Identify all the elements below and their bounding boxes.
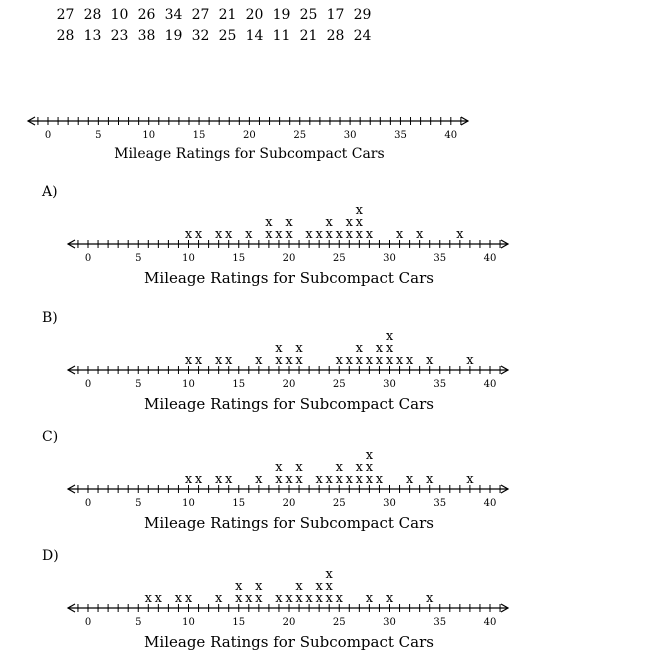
plot-mark: x [285, 227, 293, 242]
plot-mark: x [466, 353, 474, 368]
tick-label: 40 [483, 498, 497, 509]
plot-mark: x [335, 591, 343, 606]
data-value: 19 [164, 27, 183, 44]
tick-label: 35 [433, 498, 447, 509]
data-value: 29 [353, 6, 372, 23]
plot-mark: x [214, 227, 223, 242]
plot-mark: x [285, 591, 293, 606]
tick-label: 5 [95, 130, 102, 141]
plot-mark: x [335, 227, 343, 242]
tick-label: 10 [182, 498, 195, 509]
data-value: 21 [299, 27, 318, 44]
data-value: 21 [218, 6, 237, 23]
tick-label: 20 [282, 379, 296, 390]
plot-mark: x [325, 591, 333, 606]
axis-title: Mileage Ratings for Subcompact Cars [144, 395, 434, 413]
plot-mark: x [355, 203, 364, 218]
data-value: 26 [137, 6, 156, 23]
data-value: 28 [83, 6, 102, 23]
plot-mark: x [295, 472, 303, 487]
plot-mark: x [426, 591, 434, 606]
plot-mark: x [295, 341, 303, 356]
tick-label: 35 [394, 130, 407, 141]
option-b-label[interactable]: B) [42, 310, 58, 326]
plot-mark: x [325, 567, 333, 582]
plot-mark: x [355, 341, 364, 356]
plot-mark: x [275, 353, 283, 368]
plot-mark: x [275, 460, 283, 475]
plot-mark: x [174, 591, 183, 606]
option-b-dot-plot[interactable] [0, 324, 650, 419]
plot-mark: x [385, 353, 394, 368]
tick-label: 5 [135, 253, 142, 264]
tick-label: 25 [332, 617, 346, 628]
plot-mark: x [375, 353, 384, 368]
plot-mark: x [154, 591, 163, 606]
option-a-label[interactable]: A) [42, 184, 58, 200]
axis-title: Mileage Ratings for Subcompact Cars [144, 514, 434, 532]
tick-label: 40 [483, 617, 497, 628]
plot-mark: x [295, 579, 303, 594]
tick-label: 5 [135, 498, 142, 509]
data-value: 28 [56, 27, 75, 44]
tick-label: 20 [243, 130, 256, 141]
tick-label: 0 [84, 498, 92, 509]
plot-mark: x [194, 353, 203, 368]
data-value: 23 [110, 27, 129, 44]
tick-label: 15 [192, 130, 206, 141]
tick-label: 0 [84, 617, 92, 628]
tick-label: 30 [343, 130, 357, 141]
plot-mark: x [335, 460, 343, 475]
tick-label: 0 [84, 379, 92, 390]
tick-label: 30 [383, 498, 396, 509]
data-value: 32 [191, 27, 210, 44]
tick-label: 40 [444, 130, 458, 141]
plot-mark: x [295, 353, 303, 368]
plot-mark: x [235, 579, 243, 594]
plot-mark: x [315, 591, 323, 606]
plot-mark: x [325, 472, 333, 487]
plot-mark: x [325, 215, 333, 230]
tick-label: 20 [282, 253, 296, 264]
option-c-dot-plot[interactable] [0, 443, 650, 538]
tick-label: 10 [182, 617, 195, 628]
tick-label: 20 [282, 498, 296, 509]
plot-mark: x [405, 472, 414, 487]
plot-mark: x [325, 227, 333, 242]
plot-mark: x [295, 591, 303, 606]
plot-mark: x [365, 460, 374, 475]
plot-mark: x [255, 591, 263, 606]
plot-mark: x [194, 227, 203, 242]
tick-label: 20 [282, 617, 296, 628]
tick-label: 25 [332, 253, 346, 264]
plot-mark: x [385, 329, 394, 344]
plot-mark: x [395, 353, 404, 368]
plot-mark: x [385, 341, 394, 356]
plot-mark: x [335, 353, 343, 368]
plot-mark: x [275, 472, 283, 487]
plot-mark: x [255, 353, 263, 368]
plot-mark: x [405, 353, 414, 368]
tick-label: 35 [433, 379, 447, 390]
tick-label: 40 [483, 379, 497, 390]
plot-mark: x [355, 227, 364, 242]
plot-mark: x [184, 353, 193, 368]
tick-label: 35 [433, 253, 447, 264]
axis-title: Mileage Ratings for Subcompact Cars [144, 269, 434, 287]
plot-mark: x [275, 227, 283, 242]
data-value: 27 [191, 6, 210, 23]
plot-mark: x [315, 472, 323, 487]
tick-label: 0 [84, 253, 92, 264]
plot-mark: x [265, 215, 273, 230]
plot-mark: x [305, 227, 313, 242]
data-value: 10 [110, 6, 129, 23]
plot-mark: x [426, 472, 434, 487]
plot-mark: x [345, 227, 353, 242]
plot-mark: x [355, 353, 364, 368]
plot-mark: x [315, 579, 323, 594]
data-value: 38 [137, 27, 156, 44]
option-a-dot-plot[interactable] [0, 198, 650, 293]
plot-mark: x [365, 591, 374, 606]
plot-mark: x [225, 227, 233, 242]
plot-mark: x [315, 227, 323, 242]
tick-label: 40 [483, 253, 497, 264]
plot-mark: x [365, 448, 374, 463]
tick-label: 10 [142, 130, 156, 141]
plot-mark: x [395, 227, 404, 242]
tick-label: 15 [232, 253, 246, 264]
plot-mark: x [365, 472, 374, 487]
plot-mark: x [456, 227, 464, 242]
plot-mark: x [255, 472, 263, 487]
plot-mark: x [255, 579, 263, 594]
plot-mark: x [385, 591, 394, 606]
data-value: 27 [56, 6, 75, 23]
data-value: 24 [353, 27, 372, 44]
plot-mark: x [365, 353, 374, 368]
plot-mark: x [426, 353, 434, 368]
tick-label: 0 [44, 130, 52, 141]
plot-mark: x [365, 227, 374, 242]
plot-mark: x [345, 215, 353, 230]
plot-mark: x [245, 591, 253, 606]
plot-mark: x [184, 591, 193, 606]
axis-title: Mileage Ratings for Subcompact Cars [144, 633, 434, 651]
tick-label: 10 [182, 379, 195, 390]
plot-mark: x [466, 472, 474, 487]
option-d-label[interactable]: D) [42, 548, 59, 564]
data-value: 11 [272, 27, 291, 44]
number-line-blank [0, 0, 650, 170]
tick-label: 30 [383, 379, 396, 390]
plot-mark: x [184, 227, 193, 242]
data-value: 34 [164, 6, 183, 23]
plot-mark: x [295, 460, 303, 475]
tick-label: 15 [232, 379, 246, 390]
plot-mark: x [144, 591, 152, 606]
data-value: 14 [245, 27, 264, 44]
tick-label: 5 [135, 617, 142, 628]
option-c-label[interactable]: C) [42, 429, 59, 445]
plot-mark: x [275, 341, 283, 356]
plot-mark: x [285, 472, 293, 487]
plot-mark: x [325, 579, 333, 594]
plot-mark: x [265, 227, 273, 242]
tick-label: 30 [383, 253, 396, 264]
tick-label: 10 [182, 253, 195, 264]
plot-mark: x [214, 353, 223, 368]
plot-mark: x [375, 472, 384, 487]
plot-mark: x [285, 215, 293, 230]
tick-label: 15 [232, 498, 246, 509]
plot-mark: x [225, 472, 233, 487]
data-value: 13 [83, 27, 102, 44]
plot-mark: x [184, 472, 193, 487]
tick-label: 35 [433, 617, 447, 628]
tick-label: 25 [332, 379, 346, 390]
plot-mark: x [235, 591, 243, 606]
option-d-dot-plot[interactable] [0, 562, 650, 657]
plot-mark: x [225, 353, 233, 368]
plot-mark: x [194, 472, 203, 487]
plot-mark: x [375, 341, 384, 356]
plot-mark: x [305, 591, 313, 606]
plot-mark: x [345, 353, 353, 368]
data-value: 19 [272, 6, 291, 23]
plot-mark: x [245, 227, 253, 242]
plot-mark: x [355, 460, 364, 475]
plot-mark: x [415, 227, 424, 242]
tick-label: 25 [293, 130, 307, 141]
plot-mark: x [355, 472, 364, 487]
plot-mark: x [335, 472, 343, 487]
data-value: 20 [245, 6, 264, 23]
tick-label: 15 [232, 617, 246, 628]
data-value: 25 [299, 6, 318, 23]
tick-label: 30 [383, 617, 396, 628]
data-value: 17 [326, 6, 345, 23]
plot-mark: x [355, 215, 364, 230]
plot-mark: x [214, 591, 223, 606]
tick-label: 5 [135, 379, 142, 390]
data-value: 25 [218, 27, 237, 44]
plot-mark: x [345, 472, 353, 487]
plot-mark: x [275, 591, 283, 606]
tick-label: 25 [332, 498, 346, 509]
data-value: 28 [326, 27, 345, 44]
plot-mark: x [285, 353, 293, 368]
axis-title: Mileage Ratings for Subcompact Cars [114, 146, 385, 162]
plot-mark: x [214, 472, 223, 487]
